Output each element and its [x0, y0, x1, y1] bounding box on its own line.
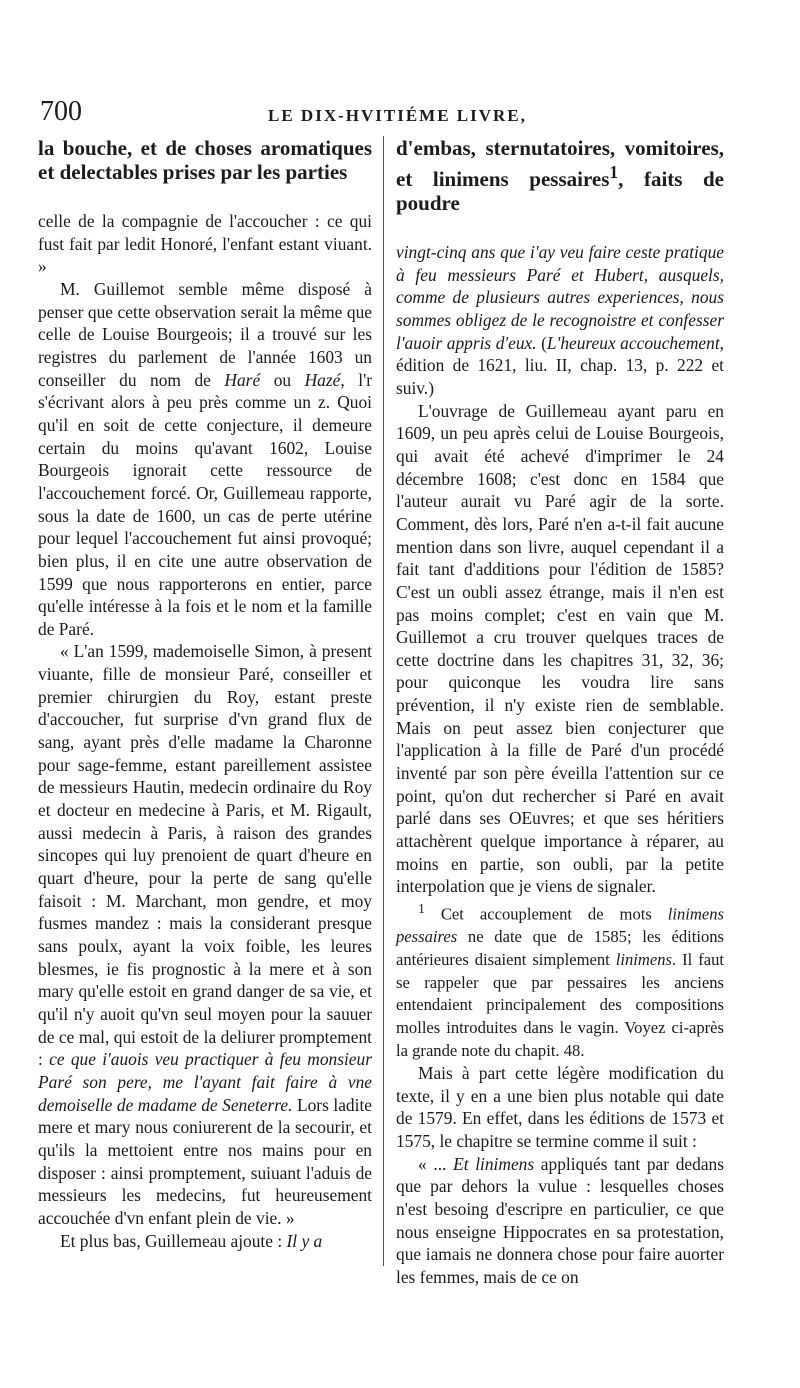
- italic-term: Et linimens: [453, 1153, 535, 1174]
- text-run: . Il faut se rappeler que par pessaires les anciens entendaient principalement des compositions molles introduites dans le vagin. Voyez ci-après la grande note du chapit. 48.: [396, 949, 724, 1060]
- text-run: ne date que de 1585; les éditions antérieures disaient simplement: [396, 927, 724, 969]
- right-paragraph-4: [396, 1153, 724, 1289]
- running-head: LE DIX-HVITIÉME LIVRE,: [268, 106, 527, 125]
- right-paragraph-3: Mais à part cette légère modification du texte, il y en a une bien plus notable qui date de 1579. En effet, dans les éditions de 1573 et 1575, le chapitre se termine comme il suit :: [396, 1063, 724, 1152]
- left-paragraph-2: [38, 278, 372, 641]
- left-paragraph-1: celle de la compagnie de l'accoucher : ce qui fust fait par ledit Honoré, l'enfant estant viuant. »: [38, 211, 372, 277]
- italic-passage: vingt-cinq ans que i'ay veu faire ceste pratique à feu messieurs Paré et Hubert, ausquels, comme de plusieurs autres experiences, nous sommes obligez de le recognoistre et confesser l'auoir appris d'eux.: [396, 242, 724, 353]
- text-run: , l'r s'écrivant alors à peu près comme un z. Quoi qu'il en soit de cette conjecture, il demeure certain du moins qu'avant 1602, Louise Bourgeois ignorait cette ressource de l'accouchement forcé. Or, Guillemeau rapporte, sous la date de 1600, un cas de perte utérine pour lequel l'accouchement fut ainsi provoqué; bien plus, il en cite une autre observation de 1599 que nous rapporterons en entier, parce qu'elle intéresse à la fois et le nom et la famille de Paré.: [38, 369, 373, 639]
- right-continuation-heading: [396, 136, 724, 215]
- left-column: [38, 136, 372, 1252]
- left-paragraph-4: [38, 1230, 372, 1253]
- left-quotation: [38, 640, 372, 1229]
- italic-passage: Il y a: [286, 1230, 323, 1251]
- footnote-marker: 1: [609, 162, 619, 182]
- footnote-number: 1: [418, 901, 425, 917]
- column-divider: [383, 136, 384, 1266]
- text-run: appliqués tant par dedans que par dehors la vulue : lesquelles choses n'est besoing d'escripre en particulier, ce que nous enseigne Hippocrates en sa protestation, que iamais ne donnera chose pour faire auorter les femmes, mais de ce on: [396, 1153, 725, 1288]
- italic-name: Hazé: [304, 369, 341, 390]
- italic-title: L'heureux accouchement: [546, 332, 720, 353]
- text-run: , édition de 1621, liu. II, chap. 13, p. 222 et suiv.): [396, 332, 725, 398]
- italic-term: linimens: [615, 949, 672, 969]
- text-run: d'embas, sternutatoires, vomitoires, et linimens pessaires: [396, 136, 724, 191]
- right-paragraph-2: L'ouvrage de Guillemeau ayant paru en 1609, un peu après celui de Louise Bourgeois, qui avait été achevé d'imprimer le 24 décembre 1608; c'est donc en 1584 que l'auteur aurait vu Paré agir de la sorte. Comment, dès lors, Paré n'en a-t-il fait aucune mention dans son livre, auquel cependant il a fait tant d'additions pour l'édition de 1585? C'est un oubli assez étrange, mais il n'en est pas moins complet; c'est en vain que M. Guillemot a cru trouver quelques traces de cette doctrine dans les chapitres 31, 32, 36; pour quiconque les voudra lire sans prévention, il n'y existe rien de semblable. Mais on peut assez bien conjecturer que l'application à la fille de Paré d'un procédé inventé par son père éveilla l'attention sur ce point, qu'on dut rechercher si Paré en avait parlé dans ses OEuvres; et que ses héritiers attachèrent quelque importance à réparer, au moins en partie, son oubli, par la petite interpolation que je viens de signaler.: [396, 400, 724, 897]
- italic-passage: ce que i'auois veu practiquer à feu monsieur Paré son pere, me l'ayant fait faire à vne demoiselle de madame de Seneterre.: [38, 1049, 372, 1115]
- text-run: Lors ladite mere et mary nous coniurerent de la secourir, et qu'ils la mettoient entre nos mains pour en disposer : ainsi promptement, suiuant l'aduis de messieurs les medecins, fut heureusement accouchée d'vn enfant plein de vie. »: [38, 1094, 372, 1228]
- italic-name: Haré: [224, 369, 261, 390]
- footnote: [396, 898, 724, 1062]
- text-run: , faits de poudre: [396, 167, 724, 215]
- right-column: [396, 136, 724, 1289]
- text-run: (: [536, 332, 547, 353]
- italic-term: linimens pessaires: [396, 904, 724, 947]
- text-run: M. Guillemot semble même disposé à penser que cette observation serait la même que celle de Louise Bourgeois; il a trouvé sur les registres du parlement de l'année 1603 un conseiller du nom de: [38, 278, 372, 390]
- page-header: [36, 96, 726, 130]
- page-number: 700: [40, 96, 82, 127]
- left-continuation-heading: la bouche, et de choses aromatiques et delectables prises par les parties: [38, 136, 372, 184]
- text-run: Cet accouplement de mots: [424, 904, 668, 924]
- text-run: ou: [260, 369, 305, 390]
- text-run: « ...: [418, 1153, 454, 1174]
- right-paragraph-1: [396, 241, 724, 400]
- text-run: Et plus bas, Guillemeau ajoute :: [60, 1230, 287, 1251]
- text-run: « L'an 1599, mademoiselle Simon, à present viuante, fille de monsieur Paré, conseiller et premier chirurgien du Roy, estant preste d'accoucher, fut surprise d'vn grand flux de sang, ayant près d'elle madame la Charonne pour sage-femme, estant pareillement assistee de messieurs Hautin, medecin ordinaire du Roy et docteur en medecine à Paris, et M. Rigault, aussi medecin à Paris, à raison des grandes sincopes qui luy prenoient de quart d'heure en quart d'heure, pour la perte de sang qu'elle faisoit : M. Marchant, mon gendre, et moy fusmes mandez : mais la considerant presque sans poulx, ayant la voix foible, les leures blesmes, ie fis prognostic à la mere et à son mary qu'elle estoit en grand danger de sa vie, et qu'il n'y auoit qu'vn seul moyen pour la sauuer de ce mal, qui estoit de la deliurer promptement :: [38, 641, 372, 1070]
